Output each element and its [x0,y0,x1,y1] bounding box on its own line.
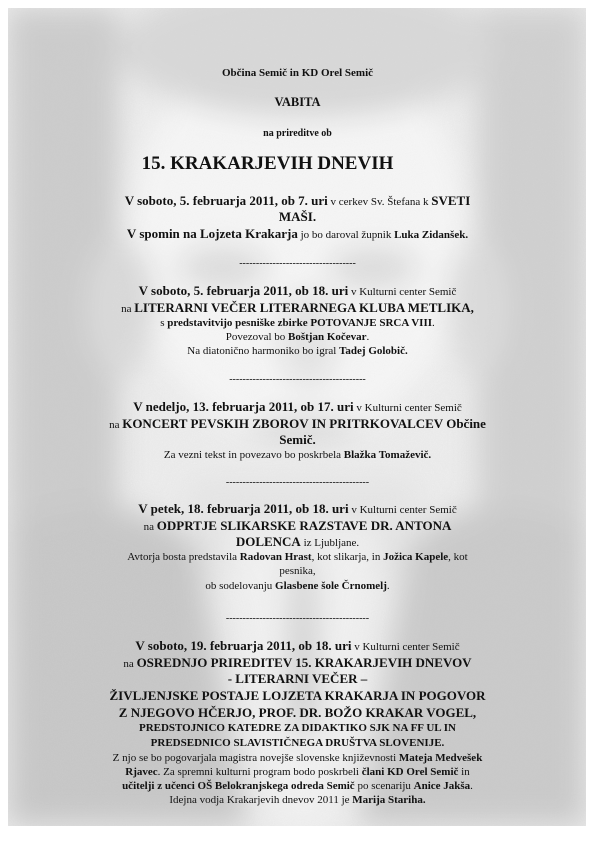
event2-host: Boštjan Kočevar [288,331,367,343]
event4-title-line-2 [60,534,535,550]
event2-music-line [60,345,535,357]
organizers-line [60,67,535,79]
event-title-text: 15. KRAKARJEVIH DNEVIH [141,153,394,174]
event4-authors-line-2 [60,565,535,577]
event4-title-a: ODPRTJE SLIKARSKE RAZSTAVE DR. ANTONA [156,518,452,533]
event4-coop-line [60,580,535,592]
event5-talk-pre: Z njo se bo pogovarjala magistra novejše slovenske književnosti [112,752,399,764]
event1-title-a: SVETI [431,193,471,208]
event2-place: v Kulturni center Semič [348,286,457,298]
to-events-text: na prireditve ob [263,128,332,139]
event2-presentation-line [60,317,535,329]
event5-title-a: OSREDNJO PRIREDITEV 15. KRAKARJEVIH DNEVOV [136,655,472,670]
event5-talk-line [60,752,535,764]
event4-coop: Glasbene šole Črnomelj [275,580,387,592]
event4-authors-line [60,551,535,563]
event5-script-name: Anice Jakša [413,780,471,792]
invitation-heading [60,95,535,110]
event2-host-pre: Povezoval bo [225,331,289,343]
event4-date-line [60,501,535,517]
event5-na: na [123,658,137,670]
separator-2 [60,374,535,385]
event5-title-line-d [60,705,535,721]
event1-title-b: MAŠI. [278,209,317,224]
event4-date: V petek, 18. februarja 2011, ob 18. uri [138,501,349,516]
event5-title-line-c [30,688,565,704]
event2-presentation-pre: s [160,317,168,329]
event4-author2: Jožica Kapele [383,551,449,563]
event2-host-end: . [366,331,370,343]
event2-music-pre: Na diatonično harmoniko bo igral [187,345,340,357]
separator-4-text: ------------------------------------------- [225,613,370,624]
event5-title-c: ŽIVLJENJSKE POSTAJE LOJZETA KRAKARJA IN POGOVOR [109,688,486,703]
event3-title-line [60,416,535,432]
event4-authors-end2: pesnika, [279,565,316,577]
event4-coop-end: . [386,580,390,592]
event2-host-line [60,331,535,343]
event5-script-end: . [470,780,473,792]
event5-leader-line [60,794,535,806]
separator-4 [60,613,535,624]
event3-date: V nedeljo, 13. februarja 2011, ob 17. uri [133,399,354,414]
event5-program-end: in [458,766,470,778]
event1-place: v cerkev Sv. Štefana k [327,196,432,208]
event5-script-pre: po scenariju [354,780,414,792]
event5-title-line-b [60,671,535,687]
event2-title-line [60,300,535,316]
invitation-word: VABITA [274,95,321,109]
event-title [30,153,505,175]
event5-teachers-line [60,780,535,792]
organizers: Občina Semič in KD Orel Semič [221,67,374,79]
separator-1-text: ----------------------------------- [239,258,356,269]
event3-text-name: Blažka Tomaževič. [343,449,432,461]
event5-leader-pre: Idejna vodja Krakarjevih dnevov 2011 je [169,794,353,806]
event2-presentation: predstavitvijo pesniške zbirke POTOVANJE SRCA VIII [167,317,433,329]
event4-title-line [60,518,535,534]
event3-title-b: Semič. [279,432,316,447]
event2-presentation-end: . [432,317,435,329]
event1-memory-line [60,226,535,242]
event3-text-line [60,449,535,461]
event2-music: Tadej Golobič. [339,345,408,357]
event5-date: V soboto, 19. februarja 2011, ob 18. uri [135,638,352,653]
event4-authors-end: , kot [448,551,468,563]
event2-date: V soboto, 5. februarja 2011, ob 18. uri [138,283,349,298]
event4-title-b: DOLENCA [235,534,301,549]
event1-memory-rest: jo bo daroval župnik [297,229,395,241]
event5-program-line [60,766,535,778]
event3-na: na [109,419,123,431]
event3-title-line-2 [60,432,535,448]
event5-date-line [60,638,535,654]
event3-text-pre: Za vezni tekst in povezavo bo poskrbela [163,449,344,461]
event3-title-a: KONCERT PEVSKIH ZBOROV IN PRITRKOVALCEV Občine [122,416,486,431]
event5-title-line-a [60,655,535,671]
event3-date-line [60,399,535,415]
event4-authors-pre: Avtorja bosta predstavila [127,551,240,563]
separator-2-text: ----------------------------------------- [229,374,366,385]
event5-title-e: PREDSTOJNICO KATEDRE ZA DIDAKTIKO SJK NA FF UL IN [138,722,457,734]
event5-program-pre: . Za spremni kulturni program bodo poskrbeli [157,766,362,778]
event5-place: v Kulturni center Semič [351,641,460,653]
event5-program: člani KD Orel Semič [361,766,459,778]
event4-coop-pre: ob sodelovanju [205,580,276,592]
event2-na: na [121,303,135,315]
event1-date: V soboto, 5. februarja 2011, ob 7. uri [124,193,328,208]
event2-title: LITERARNI VEČER LITERARNEGA KLUBA METLIKA, [134,300,474,315]
event2-date-line [60,283,535,299]
separator-3-text: ------------------------------------------- [225,477,370,488]
to-events-line [60,128,535,139]
event5-title-b: - LITERARNI VEČER – [227,671,368,686]
event1-date-line [60,193,535,209]
event5-title-line-e [60,722,535,734]
event5-teachers: učitelji z učenci OŠ Belokranjskega odreda Semič [122,780,355,792]
event4-authors-mid: , kot slikarja, in [311,551,384,563]
separator-3 [60,477,535,488]
event4-na: na [143,521,157,533]
event4-place: v Kulturni center Semič [348,504,457,516]
event4-author1: Radovan Hrast [239,551,312,563]
event5-title-d: Z NJEGOVO HČERJO, PROF. DR. BOŽO KRAKAR VOGEL, [118,705,477,720]
event5-talk-name-b: Rjavec [125,766,158,778]
separator-1 [60,258,535,269]
event5-leader: Marija Stariha. [352,794,426,806]
event1-priest: Luka Zidanšek. [394,229,469,241]
event4-origin: iz Ljubljane. [300,537,360,549]
event5-title-line-f [60,737,535,749]
event5-talk-name-a: Mateja Medvešek [398,752,483,764]
event5-title-f: PREDSEDNICO SLAVISTIČNEGA DRUŠTVA SLOVENIJE. [150,737,445,749]
event1-title-line [60,209,535,225]
event3-place: v Kulturni center Semič [353,402,462,414]
event1-memory: V spomin na Lojzeta Krakarja [126,226,298,241]
